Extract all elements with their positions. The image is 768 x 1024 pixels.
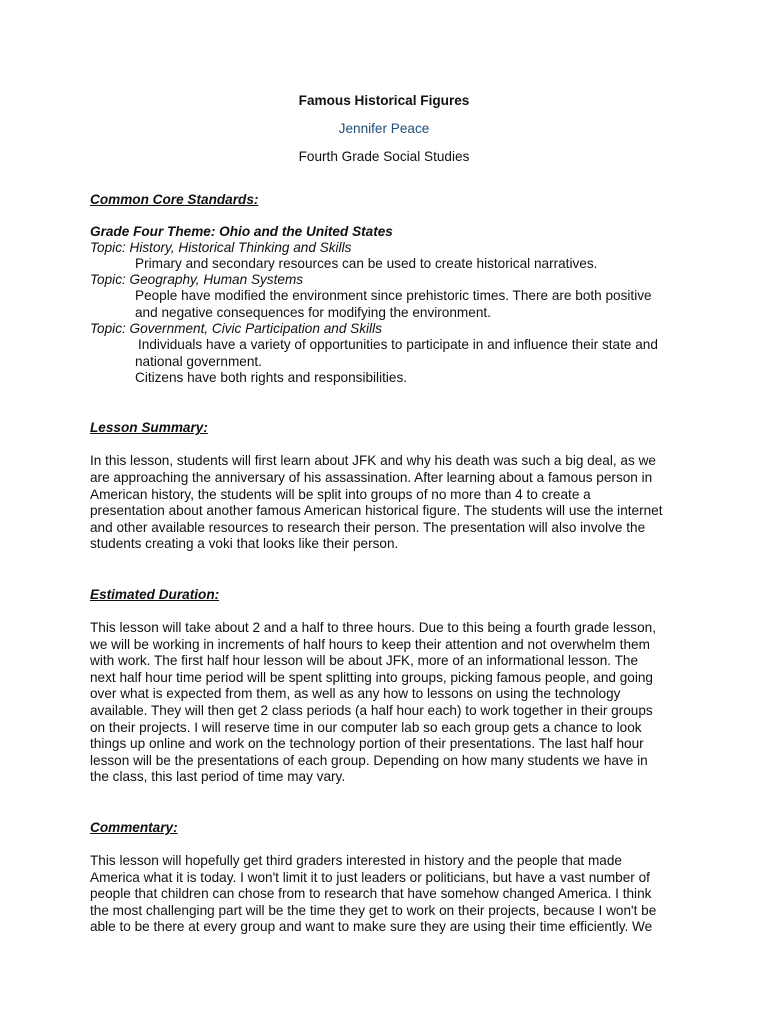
summary-heading: Lesson Summary: <box>90 420 208 436</box>
summary-line: presentation about another famous American historical figure. The students will use the internet <box>90 503 663 519</box>
duration-line: over what is expected from them, as well as any how to lessons on using the technology <box>90 686 621 702</box>
duration-line: the class, this last period of time may vary. <box>90 769 346 785</box>
grade-theme: Grade Four Theme: Ohio and the United States <box>90 224 393 239</box>
duration-paragraph <box>90 620 678 786</box>
topic-government-text-3: Citizens have both rights and responsibilities. <box>135 370 408 386</box>
duration-heading: Estimated Duration: <box>90 587 220 602</box>
course-name: Fourth Grade Social Studies <box>298 149 470 164</box>
commentary-paragraph <box>90 853 678 936</box>
summary-paragraph <box>90 453 678 553</box>
duration-line: things up online and work on the technology portion of their presentations. The last half hour <box>90 736 644 752</box>
topic-history-text: Primary and secondary resources can be used to create historical narratives. <box>135 256 598 271</box>
duration-line: This lesson will take about 2 and a half to three hours. Due to this being a fourth grade lesson, <box>90 620 656 635</box>
topic-government-label: Topic: Government, Civic Participation and Skills <box>90 321 382 337</box>
summary-line: In this lesson, students will first learn about JFK and why his death was such a big deal, as we <box>90 453 656 469</box>
commentary-line: This lesson will hopefully get third graders interested in history and the people that made <box>90 852 622 868</box>
commentary-line: America what it is today. I won't limit it to just leaders or politicians, but have a vast number of <box>90 869 650 885</box>
standards-heading: Common Core Standards: <box>90 192 259 207</box>
commentary-line: able to be there at every group and want to make sure they are using their time efficiently. We <box>90 919 653 935</box>
duration-line: available. They will then get 2 class periods (a half hour each) to work together in their groups <box>90 702 653 718</box>
commentary-line: people that children can chose from to research that have somehow changed America. I think <box>90 886 652 902</box>
duration-line: we will be working in increments of half hours to keep their attention and not overwhelm them <box>90 636 650 652</box>
topic-history-label: Topic: History, Historical Thinking and Skills <box>90 240 352 255</box>
topic-government-text-1: Individuals have a variety of opportunities to participate in and influence their state and <box>138 337 658 353</box>
summary-line: American history, the students will be split into groups of no more than 4 to create a <box>90 486 591 502</box>
duration-line: with work. The first half hour lesson will be about JFK, more of an informational lesson. The <box>90 653 639 669</box>
topic-geography-label: Topic: Geography, Human Systems <box>90 272 304 288</box>
duration-line: lesson will be the presentations of each group. Depending on how many students we have in <box>90 752 648 768</box>
duration-line: next half hour time period will be spent splitting into groups, picking famous people, and going <box>90 669 653 685</box>
topic-geography-text-2: and negative consequences for modifying the environment. <box>135 304 491 320</box>
summary-line: are approaching the anniversary of his assassination. After learning about a famous person in <box>90 470 653 486</box>
summary-line: students creating a voki that looks like their person. <box>90 536 399 552</box>
commentary-line: the most challenging part will be the time they get to work on their projects, because I won't be <box>90 902 657 918</box>
author-name: Jennifer Peace <box>338 121 430 136</box>
duration-line: on their projects. I will reserve time in our computer lab so each group gets a chance to look <box>90 719 642 735</box>
document-title: Famous Historical Figures <box>298 93 470 108</box>
summary-line: and other available resources to research their person. The presentation will also involve the <box>90 519 646 535</box>
topic-geography-text-1: People have modified the environment since prehistoric times. There are both positive <box>135 288 652 304</box>
topic-government-text-2: national government. <box>135 353 262 369</box>
commentary-heading: Commentary: <box>90 819 178 835</box>
